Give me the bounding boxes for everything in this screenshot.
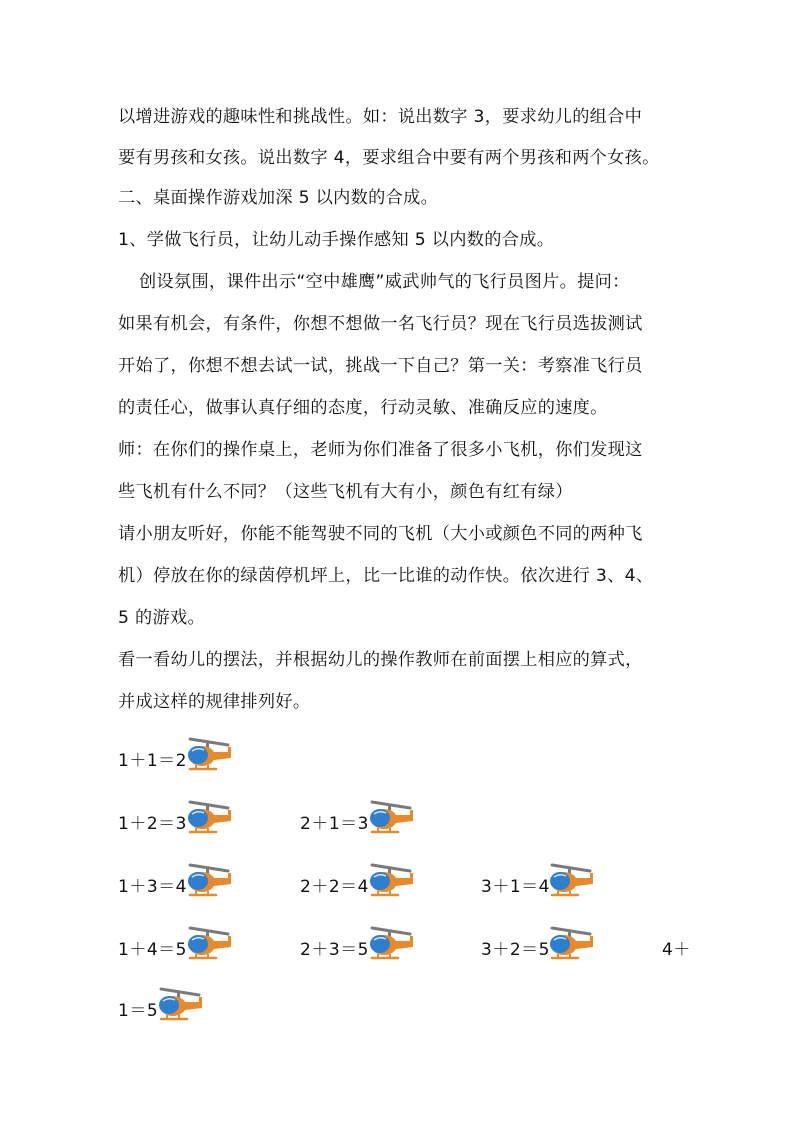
paragraph-line-9: 师：在你们的操作桌上，老师为你们准备了很多小飞机，你们发现这	[118, 440, 643, 460]
equation-1-plus-2: 1＋2＝3	[118, 814, 187, 834]
equation-1-plus-1: 1＋1＝2	[118, 751, 187, 771]
paragraph-line-15: 并成这样的规律排列好。	[118, 692, 311, 712]
paragraph-line-8: 的责任心，做事认真仔细的态度，行动灵敏、准确反应的速度。	[118, 398, 608, 418]
paragraph-line-7: 开始了，你想不想去试一试，挑战一下自己？第一关：考察准飞行员	[118, 356, 643, 376]
section-heading-2: 二、桌面操作游戏加深 5 以内数的合成。	[118, 188, 439, 208]
paragraph-line-10: 些飞机有什么不同？（这些飞机有大有小，颜色有红有绿）	[118, 482, 573, 502]
helicopter-icon	[155, 984, 205, 1022]
equation-4-plus-1-end: 1＝5	[118, 1001, 159, 1021]
helicopter-icon	[184, 797, 234, 835]
equation-4-plus-1-start: 4＋	[662, 940, 691, 960]
helicopter-icon	[366, 860, 416, 898]
equation-2-plus-3: 2＋3＝5	[300, 940, 369, 960]
subsection-heading-1: 1、学做飞行员，让幼儿动手操作感知 5 以内数的合成。	[118, 230, 555, 250]
equation-3-plus-2: 3＋2＝5	[481, 940, 550, 960]
helicopter-icon	[184, 734, 234, 772]
paragraph-line-5: 创设氛围，课件出示“空中雄鹰”威武帅气的飞行员图片。提问：	[139, 272, 630, 292]
equation-1-plus-4: 1＋4＝5	[118, 940, 187, 960]
equation-3-plus-1: 3＋1＝4	[481, 877, 550, 897]
equation-2-plus-2: 2＋2＝4	[300, 877, 369, 897]
helicopter-icon	[366, 923, 416, 961]
paragraph-line-11: 请小朋友听好，你能不能驾驶不同的飞机（大小或颜色不同的两种飞	[118, 524, 643, 544]
helicopter-icon	[184, 923, 234, 961]
helicopter-icon	[184, 860, 234, 898]
equation-1-plus-3: 1＋3＝4	[118, 877, 187, 897]
helicopter-icon	[546, 923, 596, 961]
paragraph-line-13: 5 的游戏。	[118, 608, 205, 628]
paragraph-line-6: 如果有机会，有条件，你想不想做一名飞行员？现在飞行员选拔测试	[118, 314, 643, 334]
paragraph-line-14: 看一看幼儿的摆法，并根据幼儿的操作教师在前面摆上相应的算式，	[118, 650, 643, 670]
paragraph-line-1: 以增进游戏的趣味性和挑战性。如：说出数字 3，要求幼儿的组合中	[118, 107, 643, 127]
helicopter-icon	[366, 797, 416, 835]
paragraph-line-2: 要有男孩和女孩。说出数字 4，要求组合中要有两个男孩和两个女孩。	[118, 148, 660, 168]
equation-2-plus-1: 2＋1＝3	[300, 814, 369, 834]
helicopter-icon	[546, 860, 596, 898]
paragraph-line-12: 机）停放在你的绿茵停机坪上，比一比谁的动作快。依次进行 3、4、	[118, 566, 654, 586]
